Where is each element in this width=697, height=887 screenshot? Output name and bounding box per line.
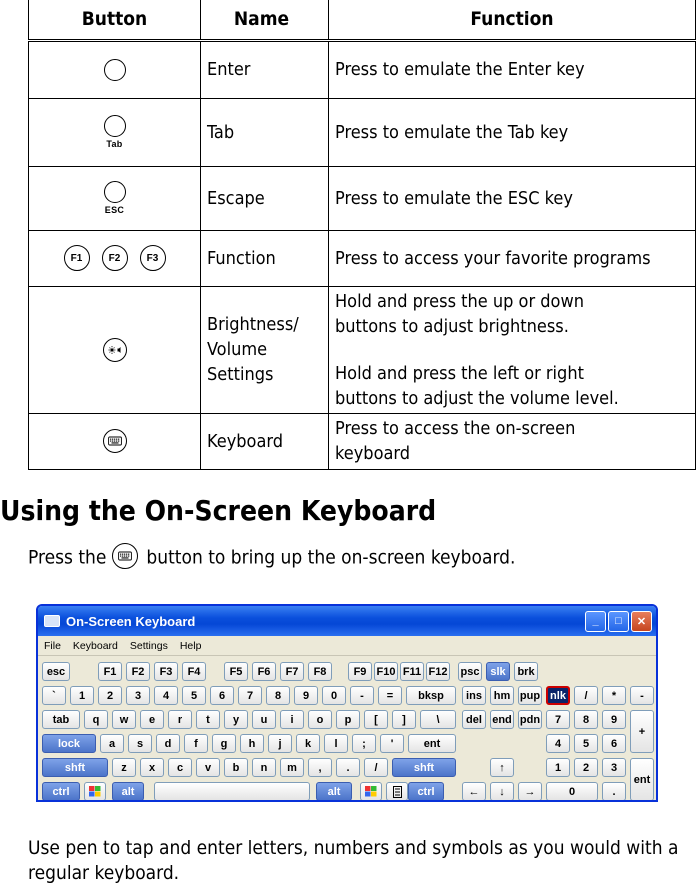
windows-key-icon[interactable] <box>84 782 106 801</box>
key-symbol[interactable]: . <box>602 782 626 801</box>
tab-button-icon <box>104 115 126 137</box>
section-title: Using the On-Screen Keyboard <box>0 494 437 527</box>
key-ctrl[interactable]: ctrl <box>42 782 80 801</box>
f2-key-icon: F2 <box>102 245 128 271</box>
key-9[interactable]: 9 <box>294 686 318 705</box>
menu-file[interactable]: File <box>44 639 61 652</box>
windows-key-icon[interactable] <box>360 782 382 801</box>
close-button[interactable]: ✕ <box>631 611 652 632</box>
key-symbol[interactable]: ↓ <box>490 782 514 801</box>
table-row <box>29 98 696 166</box>
row-function-line: buttons to adjust the volume level. <box>335 387 619 409</box>
key-shft[interactable]: shft <box>42 758 108 777</box>
row-name: Escape <box>201 166 329 230</box>
row-function: Press to access your favorite programs <box>329 230 696 286</box>
key-7[interactable]: 7 <box>238 686 262 705</box>
key-symbol[interactable]: / <box>364 758 388 777</box>
key-c[interactable]: c <box>168 758 192 777</box>
key-9[interactable]: 9 <box>602 710 626 729</box>
row-name-line: Settings <box>207 364 274 385</box>
key-alt[interactable]: alt <box>316 782 352 801</box>
para-text-after: button to bring up the on-screen keyboard. <box>146 546 516 569</box>
key-6[interactable]: 6 <box>210 686 234 705</box>
row-function-line: Hold and press the up or down <box>335 290 584 312</box>
keyboard-app-icon <box>44 615 60 627</box>
header-name: Name <box>201 0 329 40</box>
key-symbol[interactable]: \ <box>420 710 456 729</box>
menu-keyboard[interactable]: Keyboard <box>72 639 118 652</box>
key-x[interactable]: x <box>140 758 164 777</box>
key-5[interactable]: 5 <box>574 734 598 753</box>
row-function: Press to emulate the Tab key <box>329 98 696 166</box>
row-function: Press to emulate the Enter key <box>329 40 696 98</box>
key-k[interactable]: k <box>296 734 320 753</box>
table-row <box>29 230 696 286</box>
key-symbol[interactable]: ; <box>352 734 376 753</box>
brightness-volume-icon <box>103 338 127 362</box>
f1-key-icon: F1 <box>64 245 90 271</box>
key-F10[interactable]: F10 <box>374 662 398 681</box>
key-y[interactable]: y <box>224 710 248 729</box>
on-screen-keyboard-window <box>36 604 658 802</box>
key-ent[interactable]: ent <box>630 758 654 801</box>
key-4[interactable]: 4 <box>546 734 570 753</box>
key-F12[interactable]: F12 <box>426 662 450 681</box>
key-3[interactable]: 3 <box>602 758 626 777</box>
enter-button-icon <box>104 59 126 81</box>
key-r[interactable]: r <box>168 710 192 729</box>
key-symbol[interactable]: / <box>574 686 598 705</box>
key-0[interactable]: 0 <box>546 782 598 801</box>
key-pup[interactable]: pup <box>518 686 542 705</box>
key-alt[interactable]: alt <box>112 782 144 801</box>
keyboard-icon <box>103 429 127 453</box>
key-h[interactable]: h <box>240 734 264 753</box>
escape-button-icon <box>104 181 126 203</box>
key-8[interactable]: 8 <box>266 686 290 705</box>
key-2[interactable]: 2 <box>574 758 598 777</box>
key-b[interactable]: b <box>224 758 248 777</box>
menu-settings[interactable]: Settings <box>129 639 168 652</box>
key-symbol[interactable]: = <box>378 686 402 705</box>
key-1[interactable]: 1 <box>70 686 94 705</box>
key-ent[interactable]: ent <box>408 734 456 753</box>
table-row <box>29 413 696 469</box>
key-hm[interactable]: hm <box>490 686 514 705</box>
button-caption: Tab <box>106 139 123 149</box>
key-symbol[interactable]: ` <box>42 686 66 705</box>
key-symbol[interactable]: , <box>308 758 332 777</box>
key-l[interactable]: l <box>324 734 348 753</box>
key-end[interactable]: end <box>490 710 514 729</box>
key-symbol[interactable]: * <box>602 686 626 705</box>
key-6[interactable]: 6 <box>602 734 626 753</box>
key-F5[interactable]: F5 <box>224 662 248 681</box>
row-function-line: keyboard <box>335 443 411 464</box>
key-symbol[interactable]: ← <box>462 782 486 801</box>
key-ins[interactable]: ins <box>462 686 486 705</box>
row-name-line: Brightness/ <box>207 314 299 335</box>
key-t[interactable]: t <box>196 710 220 729</box>
key-8[interactable]: 8 <box>574 710 598 729</box>
key-0[interactable]: 0 <box>322 686 346 705</box>
table-header-row <box>29 0 696 40</box>
header-button: Button <box>29 0 201 40</box>
row-function-line: buttons to adjust brightness. <box>335 315 569 337</box>
key-esc[interactable]: esc <box>42 662 70 681</box>
key-3[interactable]: 3 <box>126 686 150 705</box>
key-2[interactable]: 2 <box>98 686 122 705</box>
table-row <box>29 286 696 413</box>
key-symbol[interactable]: - <box>350 686 374 705</box>
row-name: Keyboard <box>201 413 329 469</box>
row-function-line: Hold and press the left or right <box>335 362 584 384</box>
key-brk[interactable]: brk <box>514 662 538 681</box>
keyboard-icon <box>112 543 138 569</box>
key-symbol[interactable]: ↑ <box>490 758 514 777</box>
f3-key-icon: F3 <box>140 245 166 271</box>
key-symbol[interactable]: → <box>518 782 542 801</box>
key-symbol[interactable]: [ <box>364 710 388 729</box>
row-name: Function <box>201 230 329 286</box>
key-ctrl[interactable]: ctrl <box>408 782 444 801</box>
key-f[interactable]: f <box>184 734 208 753</box>
row-name: Tab <box>201 98 329 166</box>
key-7[interactable]: 7 <box>546 710 570 729</box>
key-w[interactable]: w <box>112 710 136 729</box>
key-lock[interactable]: lock <box>42 734 96 753</box>
key-symbol[interactable]: . <box>336 758 360 777</box>
row-function-line: Press to access the on-screen <box>335 418 576 439</box>
key-F9[interactable]: F9 <box>348 662 372 681</box>
osk-menu-bar <box>38 636 656 656</box>
key-pdn[interactable]: pdn <box>518 710 542 729</box>
key-del[interactable]: del <box>462 710 486 729</box>
row-name-line: Volume <box>207 339 268 360</box>
key-a[interactable]: a <box>100 734 124 753</box>
key-5[interactable]: 5 <box>182 686 206 705</box>
key-symbol[interactable]: - <box>630 686 654 705</box>
key-F3[interactable]: F3 <box>154 662 178 681</box>
key-bksp[interactable]: bksp <box>406 686 456 705</box>
key-j[interactable]: j <box>268 734 292 753</box>
key-symbol[interactable]: ' <box>380 734 404 753</box>
key-tab[interactable]: tab <box>42 710 80 729</box>
table-row <box>29 40 696 98</box>
key-z[interactable]: z <box>112 758 136 777</box>
key-symbol[interactable]: ] <box>392 710 416 729</box>
key-F4[interactable]: F4 <box>182 662 206 681</box>
key-p[interactable]: p <box>336 710 360 729</box>
key-4[interactable]: 4 <box>154 686 178 705</box>
key-F8[interactable]: F8 <box>308 662 332 681</box>
maximize-button[interactable]: □ <box>608 611 629 632</box>
key-e[interactable]: e <box>140 710 164 729</box>
key-symbol[interactable]: + <box>630 710 654 753</box>
header-function: Function <box>329 0 696 40</box>
key-q[interactable]: q <box>84 710 108 729</box>
key-space[interactable] <box>154 782 310 801</box>
minimize-button[interactable]: _ <box>585 611 606 632</box>
osk-keys-area <box>38 656 656 802</box>
key-psc[interactable]: psc <box>458 662 482 681</box>
osk-title-bar[interactable] <box>38 606 656 636</box>
key-nlk[interactable]: nlk <box>546 686 570 705</box>
row-name: Enter <box>201 40 329 98</box>
para-text-before: Press the <box>28 546 107 569</box>
key-F11[interactable]: F11 <box>400 662 424 681</box>
osk-title: On-Screen Keyboard <box>66 613 196 629</box>
key-1[interactable]: 1 <box>546 758 570 777</box>
key-slk[interactable]: slk <box>486 662 510 681</box>
key-F7[interactable]: F7 <box>280 662 304 681</box>
key-o[interactable]: o <box>308 710 332 729</box>
row-function: Press to emulate the ESC key <box>329 166 696 230</box>
key-n[interactable]: n <box>252 758 276 777</box>
key-i[interactable]: i <box>280 710 304 729</box>
table-row <box>29 166 696 230</box>
key-F6[interactable]: F6 <box>252 662 276 681</box>
key-shft[interactable]: shft <box>392 758 456 777</box>
menu-help[interactable]: Help <box>179 639 202 652</box>
key-m[interactable]: m <box>280 758 304 777</box>
key-s[interactable]: s <box>128 734 152 753</box>
instruction-paragraph <box>28 545 515 571</box>
usage-paragraph: Use pen to tap and enter letters, numbers and symbols as you would with a regular keyboard. <box>28 837 679 884</box>
button-caption: ESC <box>104 205 125 215</box>
key-g[interactable]: g <box>212 734 236 753</box>
button-function-table <box>28 0 696 470</box>
key-d[interactable]: d <box>156 734 180 753</box>
key-F2[interactable]: F2 <box>126 662 150 681</box>
menu-key-icon[interactable] <box>386 782 408 801</box>
key-u[interactable]: u <box>252 710 276 729</box>
key-F1[interactable]: F1 <box>98 662 122 681</box>
key-v[interactable]: v <box>196 758 220 777</box>
